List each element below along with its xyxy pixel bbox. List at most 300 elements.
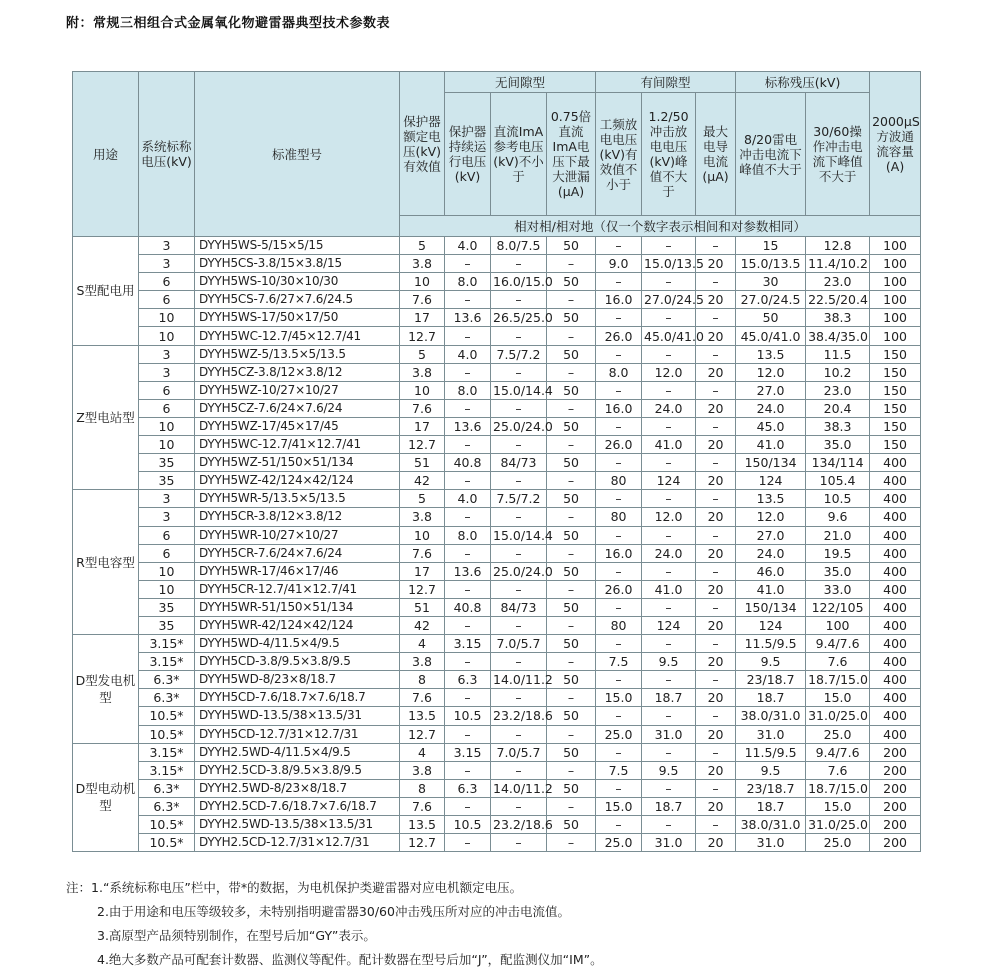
switching-residual-cell: 33.0 xyxy=(806,580,870,598)
usage-cell: D型发电机型 xyxy=(73,635,139,744)
max-conduct-cell: 20 xyxy=(696,508,736,526)
continuous-voltage-cell: – xyxy=(445,436,491,454)
header-square-wave: 2000μS方波通流容量(A) xyxy=(870,72,921,216)
square-wave-cell: 400 xyxy=(870,472,921,490)
header-max-conduct: 最大电导电流(μA) xyxy=(696,93,736,216)
model-cell: DYYH5WD-4/11.5×4/9.5 xyxy=(195,635,400,653)
max-conduct-cell: – xyxy=(696,237,736,255)
switching-residual-cell: 7.6 xyxy=(806,761,870,779)
continuous-voltage-cell: 3.15 xyxy=(445,635,491,653)
impulse-spark-cell: 24.0 xyxy=(642,544,696,562)
impulse-spark-cell: 124 xyxy=(642,616,696,634)
impulse-spark-cell: – xyxy=(642,779,696,797)
usage-cell: R型电容型 xyxy=(73,490,139,635)
continuous-voltage-cell: – xyxy=(445,472,491,490)
power-freq-spark-cell: 26.0 xyxy=(596,580,642,598)
table-row xyxy=(73,345,921,363)
leak-current-cell: 50 xyxy=(547,707,596,725)
switching-residual-cell: 20.4 xyxy=(806,399,870,417)
system-voltage-cell: 10 xyxy=(139,417,195,435)
impulse-spark-cell: 12.0 xyxy=(642,363,696,381)
power-freq-spark-cell: 8.0 xyxy=(596,363,642,381)
system-voltage-cell: 10 xyxy=(139,309,195,327)
switching-residual-cell: 23.0 xyxy=(806,273,870,291)
table-row xyxy=(73,598,921,616)
lightning-residual-cell: 124 xyxy=(736,472,806,490)
square-wave-cell: 200 xyxy=(870,834,921,852)
switching-residual-cell: 15.0 xyxy=(806,797,870,815)
lightning-residual-cell: 24.0 xyxy=(736,544,806,562)
power-freq-spark-cell: 80 xyxy=(596,616,642,634)
square-wave-cell: 150 xyxy=(870,363,921,381)
max-conduct-cell: 20 xyxy=(696,580,736,598)
power-freq-spark-cell: 80 xyxy=(596,508,642,526)
rated-voltage-cell: 7.6 xyxy=(400,399,445,417)
lightning-residual-cell: 23/18.7 xyxy=(736,779,806,797)
table-row xyxy=(73,816,921,834)
header-phase-note: 相对相/相对地（仅一个数字表示相间和对参数相同） xyxy=(400,216,921,237)
impulse-spark-cell: – xyxy=(642,417,696,435)
lightning-residual-cell: 38.0/31.0 xyxy=(736,707,806,725)
power-freq-spark-cell: – xyxy=(596,381,642,399)
switching-residual-cell: 21.0 xyxy=(806,526,870,544)
leak-current-cell: 50 xyxy=(547,671,596,689)
power-freq-spark-cell: 9.0 xyxy=(596,255,642,273)
lightning-residual-cell: 13.5 xyxy=(736,490,806,508)
square-wave-cell: 200 xyxy=(870,761,921,779)
model-cell: DYYH5CZ-7.6/24×7.6/24 xyxy=(195,399,400,417)
system-voltage-cell: 6.3* xyxy=(139,779,195,797)
max-conduct-cell: – xyxy=(696,526,736,544)
lightning-residual-cell: 15.0/13.5 xyxy=(736,255,806,273)
power-freq-spark-cell: 80 xyxy=(596,472,642,490)
table-row xyxy=(73,291,921,309)
switching-residual-cell: 7.6 xyxy=(806,653,870,671)
continuous-voltage-cell: 8.0 xyxy=(445,273,491,291)
square-wave-cell: 400 xyxy=(870,508,921,526)
model-cell: DYYH5CR-3.8/12×3.8/12 xyxy=(195,508,400,526)
continuous-voltage-cell: – xyxy=(445,761,491,779)
model-cell: DYYH2.5WD-8/23×8/18.7 xyxy=(195,779,400,797)
power-freq-spark-cell: – xyxy=(596,743,642,761)
dc-ref-voltage-cell: – xyxy=(491,399,547,417)
power-freq-spark-cell: 26.0 xyxy=(596,436,642,454)
switching-residual-cell: 134/114 xyxy=(806,454,870,472)
max-conduct-cell: – xyxy=(696,562,736,580)
power-freq-spark-cell: – xyxy=(596,237,642,255)
lightning-residual-cell: 18.7 xyxy=(736,689,806,707)
switching-residual-cell: 38.3 xyxy=(806,417,870,435)
switching-residual-cell: 38.4/35.0 xyxy=(806,327,870,345)
dc-ref-voltage-cell: – xyxy=(491,436,547,454)
lightning-residual-cell: 45.0 xyxy=(736,417,806,435)
model-cell: DYYH5CZ-3.8/12×3.8/12 xyxy=(195,363,400,381)
lightning-residual-cell: 45.0/41.0 xyxy=(736,327,806,345)
power-freq-spark-cell: 15.0 xyxy=(596,797,642,815)
power-freq-spark-cell: – xyxy=(596,273,642,291)
table-row xyxy=(73,580,921,598)
max-conduct-cell: – xyxy=(696,490,736,508)
leak-current-cell: – xyxy=(547,797,596,815)
system-voltage-cell: 10.5* xyxy=(139,725,195,743)
switching-residual-cell: 18.7/15.0 xyxy=(806,779,870,797)
max-conduct-cell: 20 xyxy=(696,725,736,743)
impulse-spark-cell: 45.0/41.0 xyxy=(642,327,696,345)
square-wave-cell: 400 xyxy=(870,526,921,544)
header-dc-ref-voltage: 直流ImA参考电压(kV)不小于 xyxy=(491,93,547,216)
switching-residual-cell: 19.5 xyxy=(806,544,870,562)
square-wave-cell: 150 xyxy=(870,399,921,417)
rated-voltage-cell: 3.8 xyxy=(400,761,445,779)
lightning-residual-cell: 150/134 xyxy=(736,598,806,616)
model-cell: DYYH5WZ-42/124×42/124 xyxy=(195,472,400,490)
power-freq-spark-cell: 7.5 xyxy=(596,653,642,671)
system-voltage-cell: 10.5* xyxy=(139,834,195,852)
power-freq-spark-cell: – xyxy=(596,562,642,580)
continuous-voltage-cell: – xyxy=(445,616,491,634)
rated-voltage-cell: 13.5 xyxy=(400,707,445,725)
power-freq-spark-cell: – xyxy=(596,490,642,508)
note-item: 4.绝大多数产品可配套计数器、监测仪等配件。配计数器在型号后加“J”，配监测仪加“IM”。 xyxy=(97,952,603,967)
impulse-spark-cell: – xyxy=(642,598,696,616)
system-voltage-cell: 10.5* xyxy=(139,707,195,725)
dc-ref-voltage-cell: 14.0/11.2 xyxy=(491,671,547,689)
system-voltage-cell: 6 xyxy=(139,291,195,309)
table-row xyxy=(73,635,921,653)
continuous-voltage-cell: 13.6 xyxy=(445,562,491,580)
model-cell: DYYH5WR-51/150×51/134 xyxy=(195,598,400,616)
header-switching-residual: 30/60操作冲击电流下峰值不大于 xyxy=(806,93,870,216)
leak-current-cell: 50 xyxy=(547,381,596,399)
model-cell: DYYH5CS-7.6/27×7.6/24.5 xyxy=(195,291,400,309)
switching-residual-cell: 38.3 xyxy=(806,309,870,327)
header-group-gapless: 无间隙型 xyxy=(445,72,596,93)
continuous-voltage-cell: 8.0 xyxy=(445,381,491,399)
model-cell: DYYH2.5WD-4/11.5×4/9.5 xyxy=(195,743,400,761)
rated-voltage-cell: 17 xyxy=(400,417,445,435)
max-conduct-cell: – xyxy=(696,743,736,761)
leak-current-cell: – xyxy=(547,291,596,309)
dc-ref-voltage-cell: – xyxy=(491,327,547,345)
impulse-spark-cell: 9.5 xyxy=(642,761,696,779)
continuous-voltage-cell: 13.6 xyxy=(445,309,491,327)
power-freq-spark-cell: – xyxy=(596,417,642,435)
system-voltage-cell: 6.3* xyxy=(139,671,195,689)
rated-voltage-cell: 12.7 xyxy=(400,725,445,743)
power-freq-spark-cell: 25.0 xyxy=(596,725,642,743)
continuous-voltage-cell: – xyxy=(445,725,491,743)
lightning-residual-cell: 38.0/31.0 xyxy=(736,816,806,834)
impulse-spark-cell: – xyxy=(642,526,696,544)
note-item: 2.由于用途和电压等级较多，未特别指明避雷器30/60冲击残压所对应的冲击电流值。 xyxy=(97,904,570,919)
table-body xyxy=(73,237,921,852)
leak-current-cell: – xyxy=(547,508,596,526)
square-wave-cell: 200 xyxy=(870,797,921,815)
lightning-residual-cell: 31.0 xyxy=(736,834,806,852)
square-wave-cell: 200 xyxy=(870,743,921,761)
rated-voltage-cell: 5 xyxy=(400,345,445,363)
rated-voltage-cell: 8 xyxy=(400,671,445,689)
impulse-spark-cell: – xyxy=(642,381,696,399)
note-item: 注：1.“系统标称电压”栏中，带*的数据，为电机保护类避雷器对应电机额定电压。 xyxy=(66,880,523,895)
switching-residual-cell: 15.0 xyxy=(806,689,870,707)
table-row xyxy=(73,436,921,454)
square-wave-cell: 100 xyxy=(870,327,921,345)
square-wave-cell: 400 xyxy=(870,562,921,580)
system-voltage-cell: 10.5* xyxy=(139,816,195,834)
max-conduct-cell: – xyxy=(696,779,736,797)
leak-current-cell: 50 xyxy=(547,635,596,653)
max-conduct-cell: 20 xyxy=(696,399,736,417)
power-freq-spark-cell: – xyxy=(596,598,642,616)
system-voltage-cell: 6.3* xyxy=(139,797,195,815)
continuous-voltage-cell: – xyxy=(445,653,491,671)
lightning-residual-cell: 9.5 xyxy=(736,653,806,671)
table-row xyxy=(73,508,921,526)
rated-voltage-cell: 7.6 xyxy=(400,689,445,707)
table-row xyxy=(73,562,921,580)
lightning-residual-cell: 41.0 xyxy=(736,580,806,598)
square-wave-cell: 400 xyxy=(870,671,921,689)
rated-voltage-cell: 3.8 xyxy=(400,363,445,381)
square-wave-cell: 150 xyxy=(870,345,921,363)
lightning-residual-cell: 27.0 xyxy=(736,526,806,544)
lightning-residual-cell: 12.0 xyxy=(736,508,806,526)
impulse-spark-cell: – xyxy=(642,454,696,472)
system-voltage-cell: 10 xyxy=(139,436,195,454)
impulse-spark-cell: – xyxy=(642,707,696,725)
model-cell: DYYH5WR-10/27×10/27 xyxy=(195,526,400,544)
table-row xyxy=(73,707,921,725)
leak-current-cell: – xyxy=(547,255,596,273)
switching-residual-cell: 11.4/10.2 xyxy=(806,255,870,273)
system-voltage-cell: 6 xyxy=(139,381,195,399)
lightning-residual-cell: 27.0/24.5 xyxy=(736,291,806,309)
rated-voltage-cell: 7.6 xyxy=(400,291,445,309)
max-conduct-cell: – xyxy=(696,454,736,472)
dc-ref-voltage-cell: 84/73 xyxy=(491,598,547,616)
max-conduct-cell: 20 xyxy=(696,653,736,671)
leak-current-cell: – xyxy=(547,472,596,490)
switching-residual-cell: 9.6 xyxy=(806,508,870,526)
model-cell: DYYH5CD-3.8/9.5×3.8/9.5 xyxy=(195,653,400,671)
power-freq-spark-cell: – xyxy=(596,309,642,327)
dc-ref-voltage-cell: – xyxy=(491,653,547,671)
table-row xyxy=(73,363,921,381)
model-cell: DYYH5WS-5/15×5/15 xyxy=(195,237,400,255)
table-row xyxy=(73,671,921,689)
leak-current-cell: 50 xyxy=(547,562,596,580)
power-freq-spark-cell: 7.5 xyxy=(596,761,642,779)
model-cell: DYYH5CR-12.7/41×12.7/41 xyxy=(195,580,400,598)
leak-current-cell: 50 xyxy=(547,309,596,327)
power-freq-spark-cell: – xyxy=(596,671,642,689)
max-conduct-cell: 20 xyxy=(696,834,736,852)
switching-residual-cell: 35.0 xyxy=(806,436,870,454)
square-wave-cell: 150 xyxy=(870,436,921,454)
power-freq-spark-cell: 16.0 xyxy=(596,544,642,562)
table-row xyxy=(73,309,921,327)
lightning-residual-cell: 31.0 xyxy=(736,725,806,743)
lightning-residual-cell: 27.0 xyxy=(736,381,806,399)
square-wave-cell: 100 xyxy=(870,273,921,291)
model-cell: DYYH2.5CD-3.8/9.5×3.8/9.5 xyxy=(195,761,400,779)
dc-ref-voltage-cell: 15.0/14.4 xyxy=(491,381,547,399)
table-row xyxy=(73,490,921,508)
leak-current-cell: – xyxy=(547,580,596,598)
impulse-spark-cell: 41.0 xyxy=(642,580,696,598)
impulse-spark-cell: 41.0 xyxy=(642,436,696,454)
leak-current-cell: – xyxy=(547,327,596,345)
power-freq-spark-cell: – xyxy=(596,345,642,363)
continuous-voltage-cell: 40.8 xyxy=(445,598,491,616)
lightning-residual-cell: 50 xyxy=(736,309,806,327)
table-row xyxy=(73,779,921,797)
impulse-spark-cell: 24.0 xyxy=(642,399,696,417)
header-model: 标准型号 xyxy=(195,72,400,237)
table-row xyxy=(73,653,921,671)
model-cell: DYYH5WC-12.7/41×12.7/41 xyxy=(195,436,400,454)
lightning-residual-cell: 9.5 xyxy=(736,761,806,779)
continuous-voltage-cell: – xyxy=(445,363,491,381)
power-freq-spark-cell: – xyxy=(596,816,642,834)
leak-current-cell: 50 xyxy=(547,454,596,472)
model-cell: DYYH5WD-8/23×8/18.7 xyxy=(195,671,400,689)
switching-residual-cell: 25.0 xyxy=(806,725,870,743)
continuous-voltage-cell: – xyxy=(445,580,491,598)
model-cell: DYYH5CD-12.7/31×12.7/31 xyxy=(195,725,400,743)
model-cell: DYYH5CR-7.6/24×7.6/24 xyxy=(195,544,400,562)
rated-voltage-cell: 7.6 xyxy=(400,544,445,562)
power-freq-spark-cell: – xyxy=(596,779,642,797)
power-freq-spark-cell: 16.0 xyxy=(596,399,642,417)
leak-current-cell: 50 xyxy=(547,417,596,435)
dc-ref-voltage-cell: 16.0/15.0 xyxy=(491,273,547,291)
continuous-voltage-cell: – xyxy=(445,327,491,345)
model-cell: DYYH5WZ-17/45×17/45 xyxy=(195,417,400,435)
lightning-residual-cell: 15 xyxy=(736,237,806,255)
table-row xyxy=(73,544,921,562)
continuous-voltage-cell: 40.8 xyxy=(445,454,491,472)
power-freq-spark-cell: 16.0 xyxy=(596,291,642,309)
model-cell: DYYH5WR-42/124×42/124 xyxy=(195,616,400,634)
impulse-spark-cell: 12.0 xyxy=(642,508,696,526)
dc-ref-voltage-cell: 7.5/7.2 xyxy=(491,345,547,363)
square-wave-cell: 400 xyxy=(870,653,921,671)
max-conduct-cell: – xyxy=(696,417,736,435)
continuous-voltage-cell: – xyxy=(445,508,491,526)
continuous-voltage-cell: 10.5 xyxy=(445,816,491,834)
impulse-spark-cell: 9.5 xyxy=(642,653,696,671)
leak-current-cell: – xyxy=(547,834,596,852)
leak-current-cell: 50 xyxy=(547,526,596,544)
square-wave-cell: 400 xyxy=(870,616,921,634)
dc-ref-voltage-cell: – xyxy=(491,834,547,852)
header-impulse-spark: 1.2/50冲击放电电压(kV)峰值不大于 xyxy=(642,93,696,216)
leak-current-cell: 50 xyxy=(547,743,596,761)
dc-ref-voltage-cell: 7.0/5.7 xyxy=(491,743,547,761)
table-row xyxy=(73,237,921,255)
dc-ref-voltage-cell: – xyxy=(491,544,547,562)
header-system-voltage: 系统标称电压(kV) xyxy=(139,72,195,237)
power-freq-spark-cell: 15.0 xyxy=(596,689,642,707)
system-voltage-cell: 3.15* xyxy=(139,743,195,761)
header-group-gap: 有间隙型 xyxy=(596,72,736,93)
leak-current-cell: – xyxy=(547,725,596,743)
leak-current-cell: 50 xyxy=(547,598,596,616)
dc-ref-voltage-cell: – xyxy=(491,580,547,598)
table-row xyxy=(73,381,921,399)
dc-ref-voltage-cell: – xyxy=(491,761,547,779)
max-conduct-cell: – xyxy=(696,598,736,616)
dc-ref-voltage-cell: 7.0/5.7 xyxy=(491,635,547,653)
usage-cell: Z型电站型 xyxy=(73,345,139,490)
continuous-voltage-cell: – xyxy=(445,544,491,562)
impulse-spark-cell: 18.7 xyxy=(642,797,696,815)
model-cell: DYYH5WZ-10/27×10/27 xyxy=(195,381,400,399)
usage-cell: D型电动机型 xyxy=(73,743,139,852)
impulse-spark-cell: – xyxy=(642,273,696,291)
table-row xyxy=(73,273,921,291)
lightning-residual-cell: 124 xyxy=(736,616,806,634)
rated-voltage-cell: 5 xyxy=(400,237,445,255)
dc-ref-voltage-cell: 84/73 xyxy=(491,454,547,472)
leak-current-cell: 50 xyxy=(547,237,596,255)
rated-voltage-cell: 51 xyxy=(400,598,445,616)
dc-ref-voltage-cell: 8.0/7.5 xyxy=(491,237,547,255)
system-voltage-cell: 3.15* xyxy=(139,635,195,653)
power-freq-spark-cell: 25.0 xyxy=(596,834,642,852)
dc-ref-voltage-cell: – xyxy=(491,363,547,381)
continuous-voltage-cell: 4.0 xyxy=(445,345,491,363)
max-conduct-cell: 20 xyxy=(696,797,736,815)
max-conduct-cell: 20 xyxy=(696,436,736,454)
switching-residual-cell: 18.7/15.0 xyxy=(806,671,870,689)
continuous-voltage-cell: – xyxy=(445,797,491,815)
system-voltage-cell: 10 xyxy=(139,327,195,345)
impulse-spark-cell: – xyxy=(642,743,696,761)
dc-ref-voltage-cell: – xyxy=(491,508,547,526)
table-row xyxy=(73,743,921,761)
impulse-spark-cell: – xyxy=(642,635,696,653)
system-voltage-cell: 3 xyxy=(139,255,195,273)
continuous-voltage-cell: – xyxy=(445,255,491,273)
impulse-spark-cell: – xyxy=(642,562,696,580)
switching-residual-cell: 31.0/25.0 xyxy=(806,816,870,834)
rated-voltage-cell: 42 xyxy=(400,472,445,490)
system-voltage-cell: 10 xyxy=(139,580,195,598)
system-voltage-cell: 35 xyxy=(139,472,195,490)
continuous-voltage-cell: 8.0 xyxy=(445,526,491,544)
dc-ref-voltage-cell: – xyxy=(491,725,547,743)
lightning-residual-cell: 150/134 xyxy=(736,454,806,472)
system-voltage-cell: 3.15* xyxy=(139,761,195,779)
system-voltage-cell: 35 xyxy=(139,598,195,616)
rated-voltage-cell: 5 xyxy=(400,490,445,508)
power-freq-spark-cell: – xyxy=(596,526,642,544)
lightning-residual-cell: 41.0 xyxy=(736,436,806,454)
square-wave-cell: 100 xyxy=(870,309,921,327)
square-wave-cell: 400 xyxy=(870,725,921,743)
max-conduct-cell: – xyxy=(696,273,736,291)
system-voltage-cell: 6 xyxy=(139,273,195,291)
model-cell: DYYH5WZ-5/13.5×5/13.5 xyxy=(195,345,400,363)
impulse-spark-cell: 27.0/24.5 xyxy=(642,291,696,309)
max-conduct-cell: – xyxy=(696,707,736,725)
model-cell: DYYH5WR-5/13.5×5/13.5 xyxy=(195,490,400,508)
table-row xyxy=(73,834,921,852)
square-wave-cell: 400 xyxy=(870,454,921,472)
